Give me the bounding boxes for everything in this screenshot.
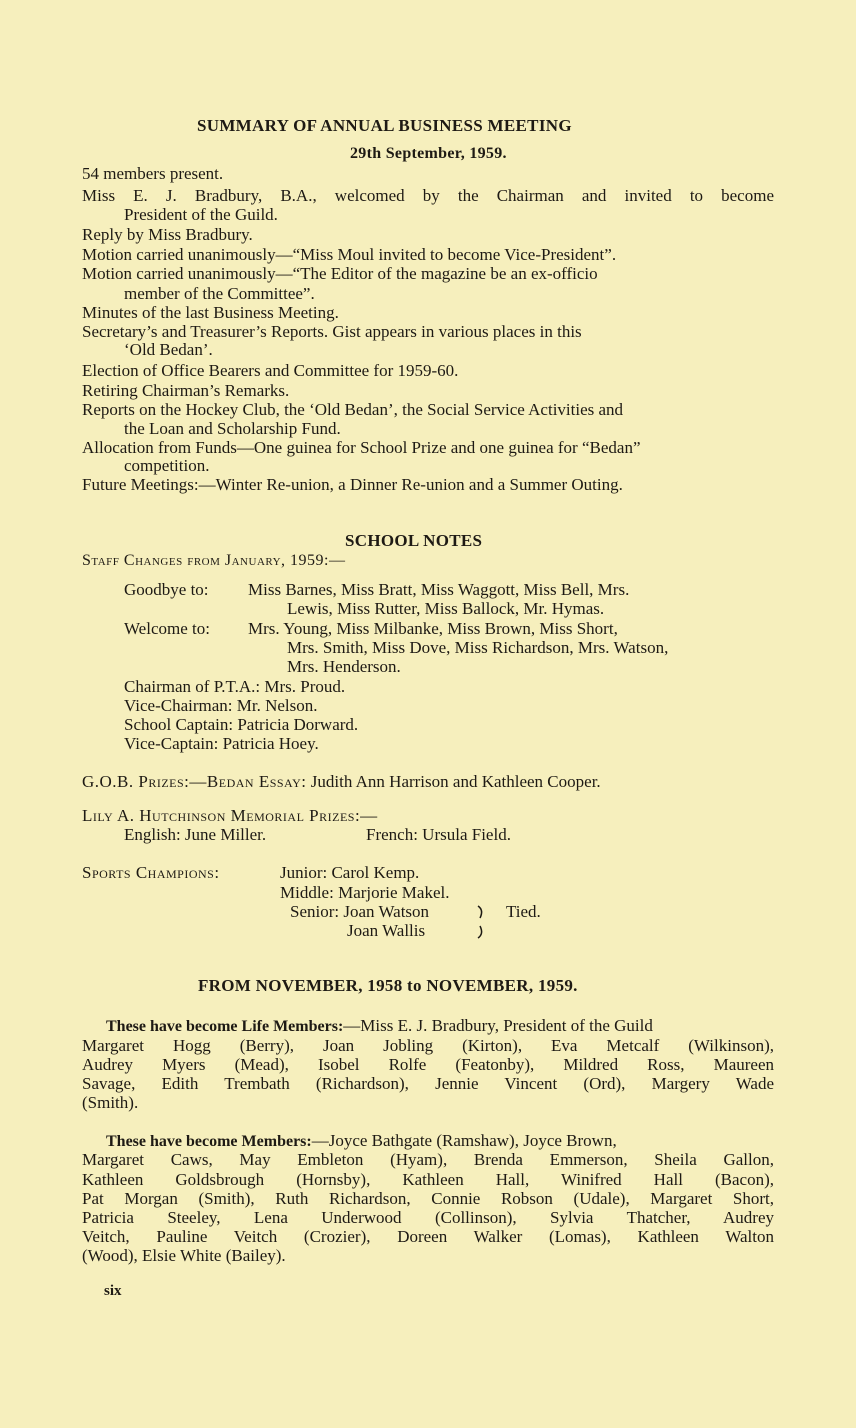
- goodbye-label: Goodbye to:: [124, 580, 209, 599]
- members-first-line: [106, 1131, 617, 1151]
- memorial-english: English: June Miller.: [124, 825, 267, 844]
- member-line: —Joyce Bathgate (Ramshaw), Joyce Brown,: [311, 1131, 617, 1150]
- school-notes-title: SCHOOL NOTES: [345, 531, 483, 550]
- gob-prizes-label: G.O.B. Prizes:—Bedan Essay:: [82, 772, 307, 791]
- sports-senior: Senior: Joan Watson: [290, 902, 430, 921]
- memorial-french: French: Ursula Field.: [366, 825, 511, 844]
- officer-line: Chairman of P.T.A.: Mrs. Proud.: [124, 677, 346, 696]
- gob-prizes-value: Judith Ann Harrison and Kathleen Cooper.: [310, 772, 601, 791]
- meeting-item: Future Meetings:—Winter Re-union, a Dinner Re-union and a Summer Outing.: [82, 475, 623, 494]
- officer-line: Vice-Captain: Patricia Hoey.: [124, 734, 319, 753]
- meeting-item: Retiring Chairman’s Remarks.: [82, 381, 290, 400]
- life-members-first-line: [106, 1016, 653, 1036]
- meeting-item: member of the Committee”.: [124, 284, 315, 303]
- life-member-line: Audrey Myers (Mead), Isobel Rolfe (Featonby), Mildred Ross, Maureen: [82, 1055, 774, 1074]
- tie-brace-icon: [476, 904, 488, 940]
- life-member-line: (Smith).: [82, 1093, 139, 1112]
- life-member-line: Margaret Hogg (Berry), Joan Jobling (Kirton), Eva Metcalf (Wilkinson),: [82, 1036, 774, 1055]
- memorial-heading: Lily A. Hutchinson Memorial Prizes:—: [82, 806, 378, 825]
- meeting-title: SUMMARY OF ANNUAL BUSINESS MEETING: [197, 116, 572, 135]
- officer-line: School Captain: Patricia Dorward.: [124, 715, 359, 734]
- member-line: Patricia Steeley, Lena Underwood (Collinson), Sylvia Thatcher, Audrey: [82, 1208, 774, 1227]
- page-number: six: [104, 1283, 122, 1299]
- meeting-item: Election of Office Bearers and Committee for 1959-60.: [82, 361, 459, 380]
- members-title: FROM NOVEMBER, 1958 to NOVEMBER, 1959.: [198, 976, 578, 995]
- meeting-item: Reply by Miss Bradbury.: [82, 225, 253, 244]
- members-label: These have become Members:: [106, 1133, 312, 1150]
- meeting-item: Reports on the Hockey Club, the ‘Old Bedan’, the Social Service Activities and: [82, 400, 624, 419]
- meeting-item: Minutes of the last Business Meeting.: [82, 303, 339, 322]
- sports-tied: Tied.: [506, 902, 541, 921]
- welcome-line: Mrs. Henderson.: [287, 657, 401, 676]
- member-line: Veitch, Pauline Veitch (Crozier), Doreen Walker (Lomas), Kathleen Walton: [82, 1227, 774, 1246]
- meeting-item: ‘Old Bedan’.: [124, 340, 213, 359]
- meeting-item: the Loan and Scholarship Fund.: [124, 419, 341, 438]
- goodbye-line: Miss Barnes, Miss Bratt, Miss Waggott, Miss Bell, Mrs.: [248, 580, 630, 599]
- gob-prizes: [82, 772, 601, 792]
- meeting-item: Secretary’s and Treasurer’s Reports. Gist appears in various places in this: [82, 322, 582, 341]
- sports-senior-2: Joan Wallis: [347, 921, 426, 940]
- goodbye-line: Lewis, Miss Rutter, Miss Ballock, Mr. Hymas.: [287, 599, 605, 618]
- meeting-item: competition.: [124, 456, 210, 475]
- meeting-item: Miss E. J. Bradbury, B.A., welcomed by the Chairman and invited to become: [82, 186, 774, 205]
- meeting-item: 54 members present.: [82, 164, 224, 183]
- member-line: (Wood), Elsie White (Bailey).: [82, 1246, 286, 1265]
- meeting-item: Motion carried unanimously—“The Editor of the magazine be an ex-officio: [82, 264, 598, 283]
- sports-label: Sports Champions:: [82, 863, 220, 882]
- meeting-item: Motion carried unanimously—“Miss Moul invited to become Vice-President”.: [82, 245, 617, 264]
- member-line: Pat Morgan (Smith), Ruth Richardson, Connie Robson (Udale), Margaret Short,: [82, 1189, 774, 1208]
- life-members-label: These have become Life Members:: [106, 1018, 344, 1035]
- meeting-item: Allocation from Funds—One guinea for School Prize and one guinea for “Bedan”: [82, 438, 641, 457]
- member-line: Margaret Caws, May Embleton (Hyam), Brenda Emmerson, Sheila Gallon,: [82, 1150, 774, 1169]
- meeting-date: 29th September, 1959.: [350, 145, 507, 162]
- officer-line: Vice-Chairman: Mr. Nelson.: [124, 696, 318, 715]
- welcome-line: Mrs. Young, Miss Milbanke, Miss Brown, Miss Short,: [248, 619, 618, 638]
- staff-changes-heading: Staff Changes from January, 1959:—: [82, 552, 346, 569]
- sports-junior: Junior: Carol Kemp.: [280, 863, 420, 882]
- life-member-line: —Miss E. J. Bradbury, President of the Guild: [343, 1016, 653, 1035]
- life-member-line: Savage, Edith Trembath (Richardson), Jennie Vincent (Ord), Margery Wade: [82, 1074, 774, 1093]
- welcome-label: Welcome to:: [124, 619, 210, 638]
- member-line: Kathleen Goldsbrough (Hornsby), Kathleen Hall, Winifred Hall (Bacon),: [82, 1170, 774, 1189]
- meeting-item: President of the Guild.: [124, 205, 278, 224]
- welcome-line: Mrs. Smith, Miss Dove, Miss Richardson, Mrs. Watson,: [287, 638, 669, 657]
- sports-middle: Middle: Marjorie Makel.: [280, 883, 450, 902]
